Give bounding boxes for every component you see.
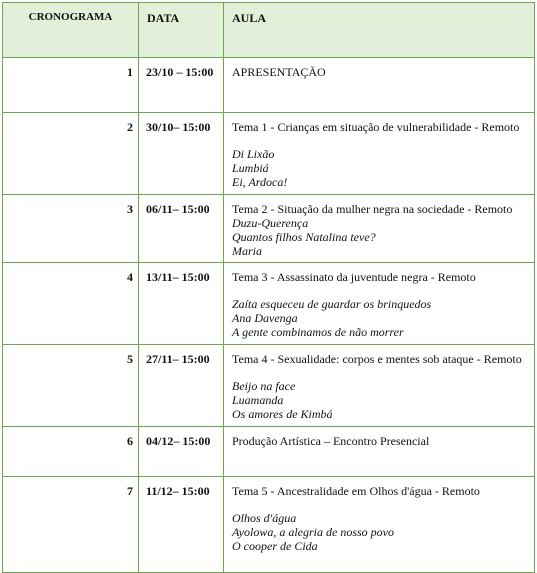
table-row [3,263,535,345]
row-aula [224,427,535,477]
table-row [3,427,535,477]
row-topic: Tema 2 - Situação da mulher negra na sociedade - Remoto [232,202,513,216]
row-number: 4 [3,263,139,345]
work-title: Ei, Ardoca! [232,175,288,189]
row-number: 3 [3,195,139,263]
row-date: 23/10 – 15:00 [139,58,224,113]
row-topic: Produção Artística – Encontro Presencial [232,434,430,448]
work-title: Quantos filhos Natalina teve? [232,230,376,244]
work-title: Lumbiá [232,161,269,175]
work-title: Ana Davenga [232,311,298,325]
header-cronograma: CRONOGRAMA [3,3,139,58]
row-topic: APRESENTAÇÃO [232,65,326,79]
row-topic: Tema 3 - Assassinato da juventude negra - Remoto [232,270,476,284]
row-date: 13/11– 15:00 [139,263,224,345]
row-topic: Tema 1 - Crianças em situação de vulnerabilidade - Remoto [232,120,520,134]
work-title: A gente combinamos de não morrer [232,325,404,339]
work-title: Beijo na face [232,379,296,393]
work-title: Os amores de Kimbá [232,407,333,421]
work-title: Maria [232,244,262,258]
row-date: 06/11– 15:00 [139,195,224,263]
work-title: Di Lixão [232,147,275,161]
table-row [3,477,535,573]
row-number: 5 [3,345,139,427]
header-row [3,3,535,58]
row-topic: Tema 4 - Sexualidade: corpos e mentes sob ataque - Remoto [232,352,522,366]
row-aula [224,195,535,263]
table-row [3,58,535,113]
row-date: 11/12– 15:00 [139,477,224,573]
table-row [3,113,535,195]
row-aula [224,263,535,345]
schedule-table [2,2,535,573]
work-title: Ayolowa, a alegria de nosso povo [232,525,394,539]
work-title: Zaíta esqueceu de guardar os brinquedos [232,297,432,311]
row-date: 27/11– 15:00 [139,345,224,427]
work-title: O cooper de Cida [232,539,318,553]
row-number: 2 [3,113,139,195]
table-row [3,345,535,427]
header-aula: AULA [224,3,535,58]
row-date: 30/10– 15:00 [139,113,224,195]
row-aula [224,113,535,195]
work-title: Olhos d'água [232,511,297,525]
row-topic: Tema 5 - Ancestralidade em Olhos d'água - Remoto [232,484,480,498]
work-title: Luamanda [232,393,284,407]
row-number: 6 [3,427,139,477]
row-aula [224,58,535,113]
row-number: 7 [3,477,139,573]
table-row [3,195,535,263]
row-aula [224,345,535,427]
header-data: DATA [139,3,224,58]
row-number: 1 [3,58,139,113]
row-date: 04/12– 15:00 [139,427,224,477]
work-title: Duzu-Querença [232,216,309,230]
row-aula [224,477,535,573]
